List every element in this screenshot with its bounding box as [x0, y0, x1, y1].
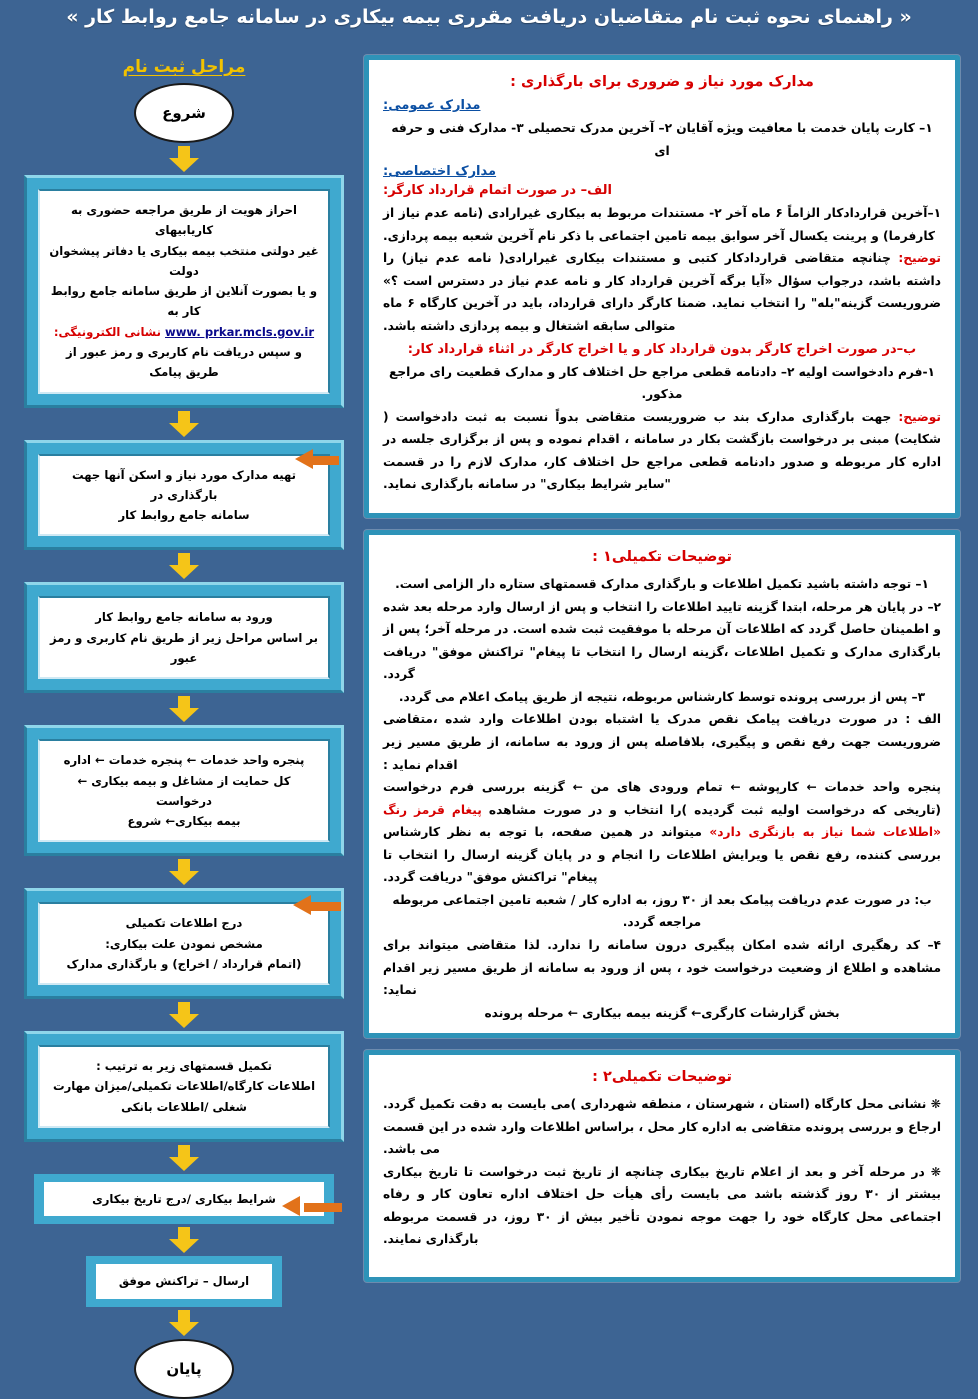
down-arrow-icon — [169, 859, 199, 885]
notes1-path-a-pre: پنجره واحد خدمات ← کارپوشه ← تمام ورودی های من ← گزینه بررسی فرم درخواست (تاریخی که درخواست اولیه ثبت گردیده )را انتخاب و در صورت مشاهده — [383, 780, 942, 817]
notes1-item-a: الف : در صورت دریافت پیامک نقص مدرک یا اشتباه بودن اطلاعات وارد شده ،متقاضی ضروریست جهت رفع نقص و پیگیری، بلافاصله پس از ورود به سامانه، از طریق مسیر زیر اقدام نماید : — [383, 712, 941, 772]
down-arrow-icon — [169, 1002, 199, 1028]
flow-step-complete-sections — [24, 1031, 344, 1142]
flow-step-identity — [24, 175, 344, 408]
flow-step-unemployment-conditions-line1: شرایط بیکاری /درج تاریخ بیکاری — [92, 1192, 276, 1207]
flow-step-identity-line5: و سپس دریافت نام کاربری و رمز عبور از طریق پیامک — [66, 344, 302, 380]
down-arrow-icon — [169, 1310, 199, 1336]
left-arrow-icon-to-notes1-panel — [309, 899, 355, 911]
registration-flowchart — [8, 55, 360, 1399]
flow-step-supplementary-info — [24, 888, 344, 999]
case-b-note — [383, 406, 941, 496]
notes1-item-b: ب: در صورت عدم دریافت پیامک بعد از ۳۰ روز، به اداره کار / شعبه تامین اجتماعی مربوطه مراجعه گردد. — [392, 892, 932, 930]
notes1-panel-title: توضیحات تکمیلی۱ : — [592, 549, 732, 565]
flow-step-login-line2: بر اساس مراحل زیر از طریق نام کاربری و رمز عبور — [50, 630, 318, 665]
portal-url-label: نشانی الکترونیگی: — [53, 324, 161, 339]
flow-step-prepare-docs — [24, 440, 344, 551]
flow-step-login — [24, 582, 344, 693]
flowchart-title: مراحل ثبت نام — [122, 57, 246, 77]
documents-panel — [364, 55, 960, 518]
case-a-line1: ۱–آخرین قراردادکار الزاماً ۶ ماه آخر ۲- مستندات مربوط به بیکاری غیرارادی (نامه عدم نیاز از کارفرما) و پرینت یکسال آخر سوابق بیمه تامین اجتماعی با ذکر نام آخرین شعبه بیمه پردازی. — [383, 206, 942, 243]
documents-panel-title: مدارک مورد نیاز و ضروری برای بارگذاری : — [510, 74, 814, 90]
case-b-heading: ب–در صورت اخراج کارگر بدون قرارداد کار و یا اخراج کارگر در اثناء قرارداد کار: — [407, 341, 917, 357]
general-documents-line: ۱– کارت پایان خدمت با معافیت ویژه آقایان ۲– آخرین مدرک تحصیلی ۳- مدارک فنی و حرفه ای — [391, 121, 933, 158]
case-b-note-label: توضیح: — [898, 409, 941, 424]
case-a-note — [383, 247, 941, 337]
notes1-path-4: بخش گزارشات کارگری← گزینه بیمه بیکاری ← مرحله پرونده — [484, 1005, 840, 1020]
notes1-item3: ۳– پس از بررسی پرونده توسط کارشناس مربوطه، نتیجه از طریق پیامک اعلام می گردد. — [398, 689, 926, 704]
flow-step-login-line1: ورود به سامانه جامع روابط کار — [95, 610, 273, 625]
flow-start-node: شروع — [134, 83, 234, 143]
flow-step-submit-line1: ارسال – تراکنش موفق — [118, 1274, 250, 1289]
down-arrow-icon — [169, 411, 199, 437]
notes1-path-a — [383, 776, 941, 889]
down-arrow-icon — [169, 553, 199, 579]
notes1-item2: ۲– در پایان هر مرحله، ابتدا گزینه تایید اطلاعات را انتخاب و پس از ارسال وارد مرحله بعد شده و اطمینان حاصل گردد که اطلاعات آن مرحله با موفقیت ثبت شده است. در مرحله آخر؛ پس از بارگذاری مدارک و تکمیل اطلاعات ،گزینه ارسال را انتخاب تا پیغام" تراکنش موفق" دریافت گردد. — [383, 599, 941, 682]
flow-step-supplementary-info-line3: (اتمام قرارداد / اخراج) و بارگذاری مدارک — [66, 956, 302, 971]
flow-end-node: پایان — [134, 1339, 234, 1399]
general-documents-heading: مدارک عمومی: — [383, 98, 481, 113]
notes1-item1: ۱– توجه داشته باشید تکمیل اطلاعات و بارگذاری مدارک قسمتهای ستاره دار الزامی است. — [395, 577, 929, 591]
notes1-panel — [364, 530, 960, 1038]
notes2-item2: ❋ در مرحله آخر و بعد از اعلام تاریخ بیکاری چنانچه از تاریخ ثبت درخواست تا تاریخ بیکاری بیشتر از ۳۰ روز گذشته باشد می بایست رأی هیأت حل اختلاف اداره تعاون کار و رفاه اجتماعی محل کارگاه خود را جهت موجه نمودن تأخیر بیش از ۳۰ روز، در قسمت مربوطه بارگذاری نمایند. — [383, 1164, 942, 1247]
notes1-path-a-post: میتواند در همین صفحه، با توجه به نظر کارشناس بررسی کننده، رفع نقص یا ویرایش اطلاعات را انجام و در پایان گزینه ارسال را انتخاب تا پیغام" تراکنش موفق" دریافت گردد. — [383, 825, 941, 885]
notes2-panel — [364, 1050, 960, 1282]
flow-step-identity-line1: احراز هویت از طریق مراجعه حضوری به کاریابیهای — [71, 203, 297, 238]
page-title: « راهنمای نحوه ثبت نام متقاضیان دریافت مقرری بیمه بیکاری در سامانه جامع روابط کار » — [66, 6, 912, 28]
flow-step-supplementary-info-line1: درج اطلاعات تکمیلی — [125, 916, 243, 931]
left-information-column — [364, 55, 960, 1294]
notes1-path-a-red-message: پیغام قرمز رنگ «اطلاعات شما نیاز به بازنگری دارد» — [383, 802, 941, 840]
flow-step-submit — [86, 1256, 282, 1306]
left-arrow-icon-to-documents-panel — [309, 453, 353, 465]
flow-step-prepare-docs-line1: تهیه مدارک مورد نیاز و اسکن آنها جهت بارگذاری در — [72, 467, 296, 502]
flow-step-navigation-path-line3: بیمه بیکاری← شروع — [127, 814, 241, 829]
case-a-note-label: توضیح: — [898, 251, 941, 266]
flow-step-identity-line2: غیر دولتی منتخب بیمه بیکاری یا دفاتر پیشخوان دولت — [49, 243, 319, 278]
notes2-item1: ❋ نشانی محل کارگاه (استان ، شهرستان ، منطقه شهرداری )می بایست به دقت تکمیل گردد. ارجاع و بررسی پرونده متقاضی به اداره کار محل ، براساس اطلاعات وارد شده در این قسمت می باشد. — [383, 1097, 941, 1157]
down-arrow-icon — [169, 1145, 199, 1171]
down-arrow-icon — [169, 1227, 199, 1253]
down-arrow-icon — [169, 146, 199, 172]
flow-step-complete-sections-line3: شغلی /اطلاعات بانکی — [121, 1099, 247, 1114]
case-a-note-text: چنانچه متقاضی قراردادکار کتبی و مستندات بیکاری غیرارادی( نامه عدم نیاز) را داشته باشد، درجواب سؤال «آیا برگه آخرین قرارداد کار و نامه عدم نیاز در دسترس است ؟» ضروریست گزینه"بله" را انتخاب نماید. ضمنا کارگر دارای قرارداد، باید در آخرین کارگاه ۶ ماه متوالی سابقه اشتغال و بیمه پردازی داشته باشد. — [383, 251, 941, 333]
flow-step-identity-line3: و یا بصورت آنلاین از طریق سامانه جامع روابط کار به — [50, 284, 318, 319]
flow-step-navigation-path-line2: کل حمایت از مشاغل و بیمه بیکاری ← درخواست — [77, 773, 291, 808]
flow-step-complete-sections-line1: تکمیل قسمتهای زیر به ترتیب : — [96, 1059, 272, 1074]
flow-step-supplementary-info-line2: مشخص نمودن علت بیکاری: — [105, 936, 263, 951]
flow-step-unemployment-conditions — [34, 1174, 334, 1224]
case-b-note-text: جهت بارگذاری مدارک بند ب ضروریست متقاضی بدواً نسبت به ثبت دادخواست ( شکایت) مبنی بر درخواست بازگشت بکار در سامانه ، اقدام نموده و پس از برگزاری جلسه در اداره کار مربوطه و صدور دادنامه قطعی مراجع حل اختلاف کار، مدارک لازم را در قسمت "سایر شرایط بیکاری" در سامانه بارگذاری نماید. — [383, 409, 941, 492]
flow-step-prepare-docs-line2: سامانه جامع روابط کار — [118, 508, 250, 523]
portal-url-link[interactable]: www. prkar.mcls.gov.ir — [165, 324, 315, 339]
left-arrow-icon-to-notes2-panel — [300, 1200, 356, 1212]
flow-step-complete-sections-line2: اطلاعات کارگاه/اطلاعات تکمیلی/میزان مهارت — [52, 1079, 316, 1094]
case-a-heading: الف– در صورت اتمام قرارداد کارگر: — [383, 183, 612, 199]
notes2-panel-title: توضیحات تکمیلی۲ : — [592, 1069, 732, 1085]
flow-step-navigation-path-line1: پنجره واحد خدمات ← پنجره خدمات ← اداره — [63, 753, 305, 768]
notes1-item4: ۴– کد رهگیری ارائه شده امکان پیگیری درون سامانه را ندارد. لذا متقاضی میتواند برای مشاهده و اطلاع از وضعیت درخواست خود ، پس از ورود به سامانه از طریق مسیر زیر اقدام نماید: — [383, 938, 941, 998]
flow-step-navigation-path — [24, 725, 344, 856]
case-b-line1: ۱-فرم دادخواست اولیه ۲– دادنامه قطعی مراجع حل اختلاف کار و مدارک قطعیت رای مراجع مذکور. — [389, 364, 935, 402]
down-arrow-icon — [169, 696, 199, 722]
special-documents-heading: مدارک اختصاصی: — [383, 164, 497, 180]
